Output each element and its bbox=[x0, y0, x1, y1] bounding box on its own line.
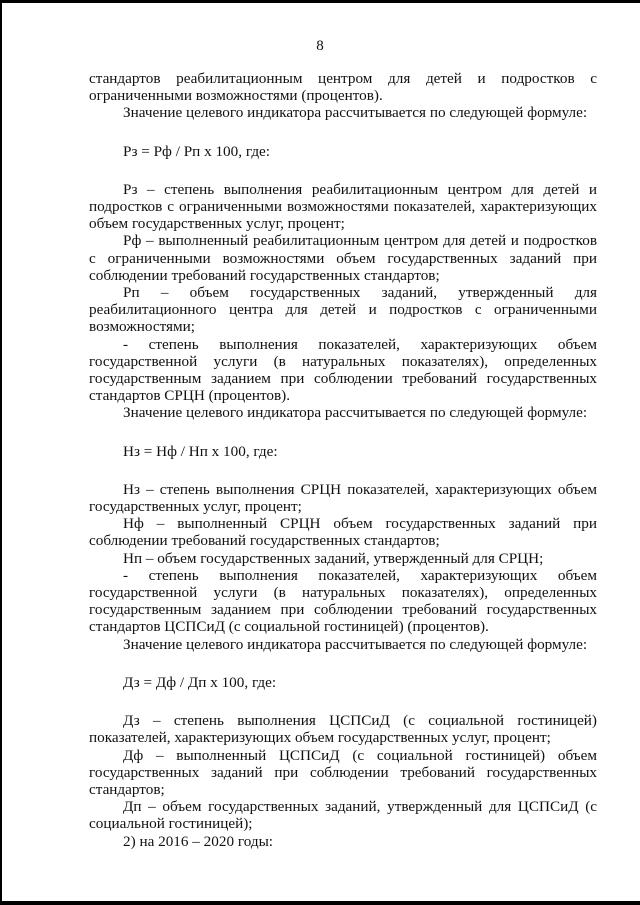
paragraph: Дп – объем государственных заданий, утвержденный для ЦСПСиД (с социальной гостиницей); bbox=[89, 798, 597, 833]
page-number: 8 bbox=[316, 38, 324, 54]
scan-border-bottom bbox=[0, 901, 640, 905]
paragraph: Рп – объем государственных заданий, утвержденный для реабилитационного центра для детей и подростков с ограниченными возможностями; bbox=[89, 284, 597, 336]
scan-border-left bbox=[0, 0, 2, 905]
paragraph: 2) на 2016 – 2020 годы: bbox=[123, 832, 274, 850]
paragraph: Значение целевого индикатора рассчитывается по следующей формуле: bbox=[123, 104, 588, 122]
paragraph: Рф – выполненный реабилитационным центром для детей и подростков с ограниченными возможностями объем государственных заданий при соблюдении требований государственных стандартов; bbox=[89, 232, 597, 284]
paragraph: стандартов реабилитационным центром для детей и подростков с ограниченными возможностями (процентов). bbox=[89, 70, 597, 105]
paragraph: - степень выполнения показателей, характеризующих объем государственной услуги (в натуральных показателях), определенных государственным заданием при соблюдении требований государственных стандартов СРЦН (процентов). bbox=[89, 335, 597, 405]
paragraph: - степень выполнения показателей, характеризующих объем государственной услуги (в натуральных показателях), определенных государственным заданием при соблюдении требований государственных стандартов ЦСПСиД (с социальной гостиницей) (процентов). bbox=[89, 566, 597, 636]
scan-border-top bbox=[0, 0, 640, 3]
paragraph: Нп – объем государственных заданий, утвержденный для СРЦН; bbox=[123, 549, 544, 567]
paragraph: Значение целевого индикатора рассчитывается по следующей формуле: bbox=[123, 635, 588, 653]
paragraph: Нф – выполненный СРЦН объем государственных заданий при соблюдении требований государственных стандартов; bbox=[89, 515, 597, 550]
formula: Дз = Дф / Дп х 100, где: bbox=[123, 673, 277, 691]
formula: Нз = Нф / Нп х 100, где: bbox=[123, 442, 278, 460]
paragraph: Дз – степень выполнения ЦСПСиД (с социальной гостиницей) показателей, характеризующих объем государственных услуг, процент; bbox=[89, 712, 597, 747]
formula: Рз = Рф / Рп х 100, где: bbox=[123, 142, 271, 160]
paragraph: Рз – степень выполнения реабилитационным центром для детей и подростков с ограниченными возможностями показателей, характеризующих объем государственных услуг, процент; bbox=[89, 180, 597, 233]
paragraph: Значение целевого индикатора рассчитывается по следующей формуле: bbox=[123, 404, 588, 422]
paragraph: Нз – степень выполнения СРЦН показателей, характеризующих объем государственных услуг, процент; bbox=[89, 480, 597, 516]
paragraph: Дф – выполненный ЦСПСиД (с социальной гостиницей) объем государственных заданий при соблюдении требований государственных стандартов; bbox=[89, 746, 597, 798]
document-body bbox=[89, 70, 597, 850]
